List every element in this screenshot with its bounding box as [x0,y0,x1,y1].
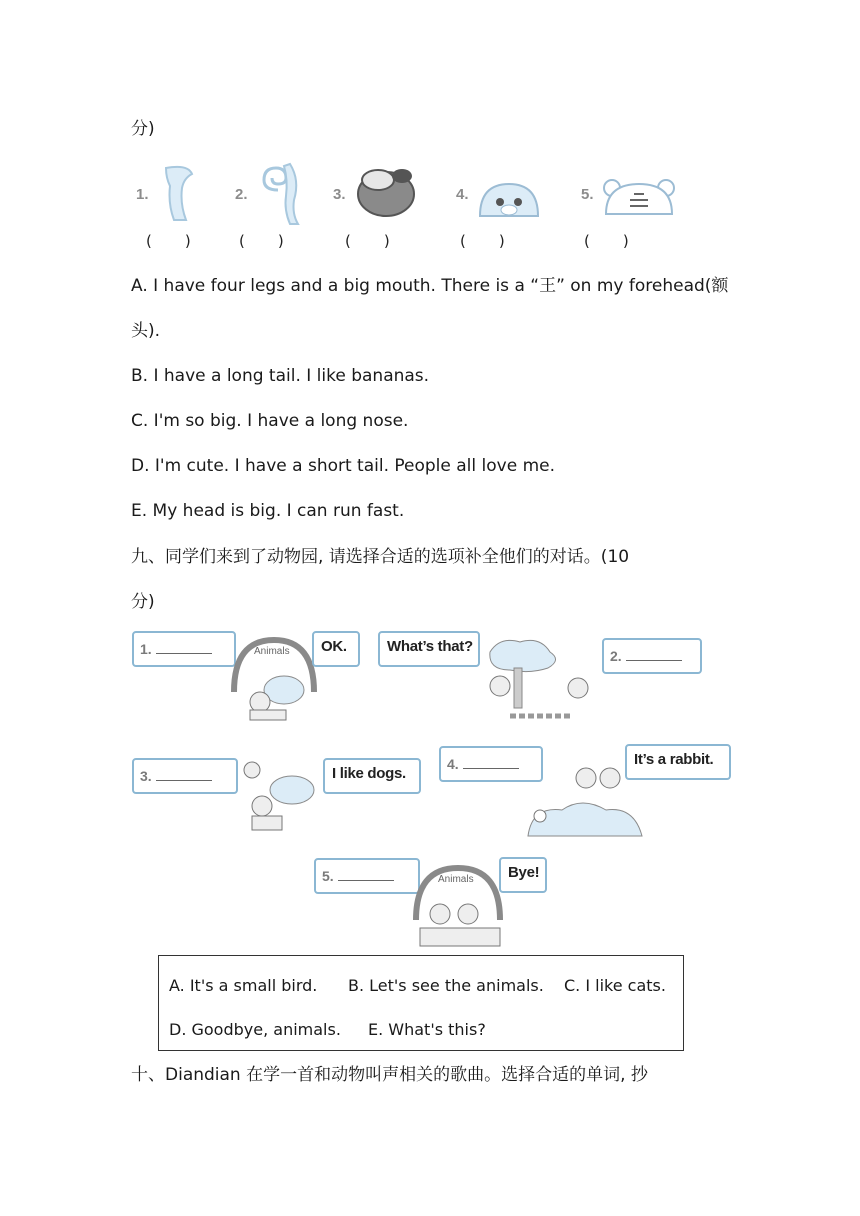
zoo-gate-scene-5 [406,858,510,950]
dialog-option-a: A. It's a small bird. [169,976,318,995]
dog-cat-scene [232,756,328,836]
tiger-face-icon [600,176,678,216]
blank-number-3: 3. [140,768,212,784]
picture-number-2: 2. [235,186,248,203]
picture-number-3: 3. [333,186,346,203]
blank-number-2: 2. [610,648,682,664]
answer-line-1[interactable] [156,641,212,654]
speech-bubble-its-a-rabbit: It’s a rabbit. [625,744,731,780]
speech-bubble-ok: OK. [312,631,360,667]
tree-bird-scene [470,632,606,728]
monkey-tail-icon [254,160,302,226]
option-b: B. I have a long tail. I like bananas. [131,366,430,386]
speech-bubble-1 [132,631,236,667]
answer-line-3[interactable] [156,768,212,781]
gate-sign-5: Animals [438,874,474,885]
section-10-title: 十、Diandian 在学一首和动物叫声相关的歌曲。选择合适的单词, 抄 [131,1065,648,1085]
answer-blank-5[interactable]: ( ) [584,232,630,250]
answer-line-4[interactable] [463,756,519,769]
answer-blank-2[interactable]: ( ) [239,232,285,250]
option-a: A. I have four legs and a big mouth. There is a “王” on my forehead(额 [131,276,729,296]
blank-number-1: 1. [140,641,212,657]
speech-bubble-whats-that: What’s that? [378,631,480,667]
dialog-option-b: B. Let's see the animals. [348,976,544,995]
speech-bubble-2 [602,638,702,674]
question-fragment: 分) [131,119,155,139]
option-d: D. I'm cute. I have a short tail. People all love me. [131,456,556,476]
monkey-face-icon [476,178,542,218]
speech-bubble-3 [132,758,238,794]
picture-number-4: 4. [456,186,469,203]
zoo-gate-scene-1 [226,632,322,724]
options-box [158,955,684,1051]
answer-blank-1[interactable]: ( ) [146,232,192,250]
answer-blank-3[interactable]: ( ) [345,232,391,250]
option-e: E. My head is big. I can run fast. [131,501,405,521]
blank-number-5: 5. [322,868,394,884]
answer-blank-4[interactable]: ( ) [460,232,506,250]
gate-sign-1: Animals [254,646,290,657]
picture-number-1: 1. [136,186,149,203]
dialog-option-e: E. What's this? [368,1020,486,1039]
dialog-option-d: D. Goodbye, animals. [169,1020,341,1039]
answer-line-5[interactable] [338,868,394,881]
option-a-continued: 头). [131,321,161,341]
speech-bubble-bye: Bye! [499,857,547,893]
blank-number-4: 4. [447,756,519,772]
speech-bubble-i-like-dogs: I like dogs. [323,758,421,794]
option-c: C. I'm so big. I have a long nose. [131,411,409,431]
answer-line-2[interactable] [626,648,682,661]
speech-bubble-5 [314,858,420,894]
elephant-trunk-icon [158,164,198,224]
picture-number-5: 5. [581,186,594,203]
panda-icon [350,164,422,220]
dialog-option-c: C. I like cats. [564,976,666,995]
section-9-title: 九、同学们来到了动物园, 请选择合适的选项补全他们的对话。(10 [131,547,630,567]
section-9-title-continued: 分) [131,592,155,612]
